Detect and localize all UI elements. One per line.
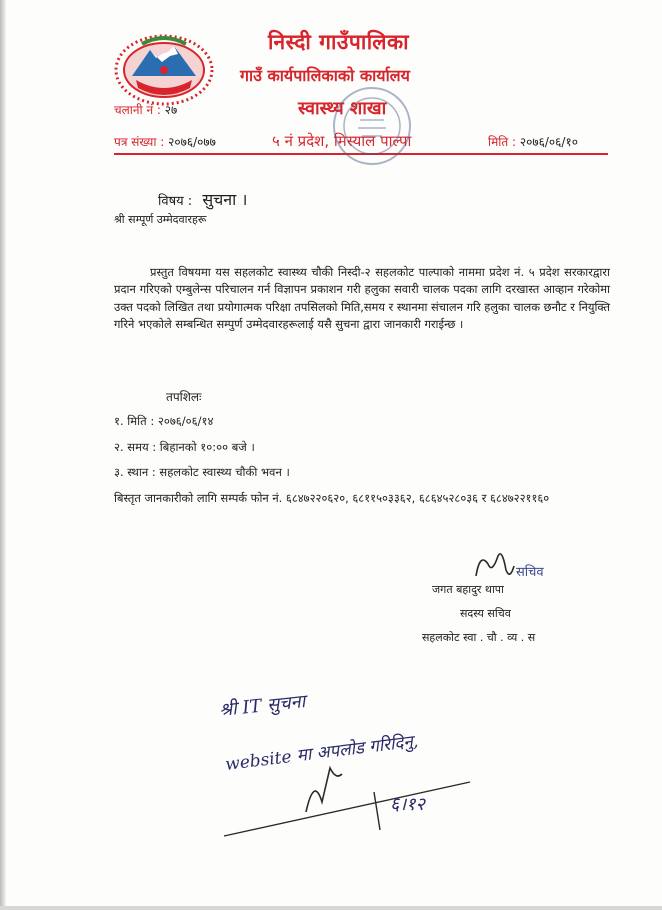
- handwritten-number: ६।१२: [390, 794, 425, 815]
- patra-label: पत्र संख्या :: [114, 135, 165, 149]
- office-subtitle: गाउँ कार्यपालिकाको कार्यालय: [240, 66, 410, 85]
- signatory-organization: सहलकोट स्वा . चौ . व्य . स: [422, 631, 536, 644]
- chalani-value: २७: [164, 103, 178, 117]
- chalani-number: [114, 101, 177, 118]
- office-name: निस्दी गाउँपालिका: [268, 30, 410, 54]
- subject-line: [158, 188, 247, 210]
- contact-info: बिस्तृत जानकारीको लागि सम्पर्क फोन नं. ६८४७२२०६२०, ६८११५०३३६२, ६८६४५२८०३६ र ६८४७२२११६०: [114, 491, 550, 505]
- nepal-emblem-icon: [112, 30, 216, 108]
- handwritten-line-1: श्री IT सुचना: [218, 691, 307, 721]
- detail-item-date: १. मिति : २०७६/०६/१४: [114, 414, 214, 428]
- office-stamp-icon: [330, 84, 414, 168]
- handwritten-note: [210, 672, 510, 842]
- body-paragraph: प्रस्तुत विषयमा यस सहलकोट स्वास्थ्य चौकी निस्दी-२ सहलकोट पाल्पाको नाममा प्रदेश नं. ५ प्रदेश सरकारद्वारा प्रदान गरिएको एम्बुलेन्स परिचालन गर्न विज्ञापन प्रकाशन गरी हलुका सवारी चालक पदका लागि दरखास्त आव्हान गरेकोमा उक्त पदको लिखित तथा प्रयोगात्मक परिक्षा तपसिलको मिति,समय र स्थानमा संचालन गरि हलुका चालक छनौट र नियुक्ति गरिने भएकोले सम्बन्धित सम्पुर्ण उम्मेदवारहरूलाई यसै सुचना द्वारा जानकारी गराईन्छ ।: [114, 265, 610, 332]
- subject-value: सुचना ।: [202, 190, 248, 209]
- patra-value: २०७६/०७७: [168, 135, 216, 149]
- department-name: स्वास्थ्य शाखा: [298, 98, 387, 119]
- scan-edge-bottom: [0, 906, 662, 910]
- salutation: श्री सम्पूर्ण उम्मेदवारहरू: [114, 213, 207, 226]
- details-heading: तपशिलः: [166, 390, 202, 404]
- signatory-name: जगत बहादुर थापा: [432, 583, 504, 596]
- scan-edge: [0, 0, 6, 910]
- signature-mark: [466, 546, 558, 586]
- office-address: ५ नं प्रदेश, मिस्याल पाल्पा: [272, 132, 412, 150]
- patra-number: [114, 133, 216, 150]
- miti-label: मिति :: [488, 135, 517, 149]
- handwritten-line-2: website मा अपलोड गरिदिनु,: [224, 731, 420, 775]
- handwritten-tick: [374, 792, 380, 830]
- handwritten-stroke: [224, 782, 470, 836]
- detail-item-place: ३. स्थान : सहलकोट स्वास्थ्य चौकी भवन ।: [114, 465, 290, 479]
- letter-date: [488, 133, 578, 150]
- miti-value: २०७६/०६/१०: [519, 135, 578, 149]
- signature-text: सचिव: [516, 565, 544, 580]
- detail-item-time: २. समय : बिहानको १०:०० बजे ।: [114, 440, 255, 454]
- chalani-label: चलानी नं :: [114, 103, 161, 117]
- subject-label: विषय :: [158, 194, 193, 209]
- signatory-title: सदस्य सचिव: [460, 607, 511, 620]
- handwritten-initials: [306, 768, 342, 812]
